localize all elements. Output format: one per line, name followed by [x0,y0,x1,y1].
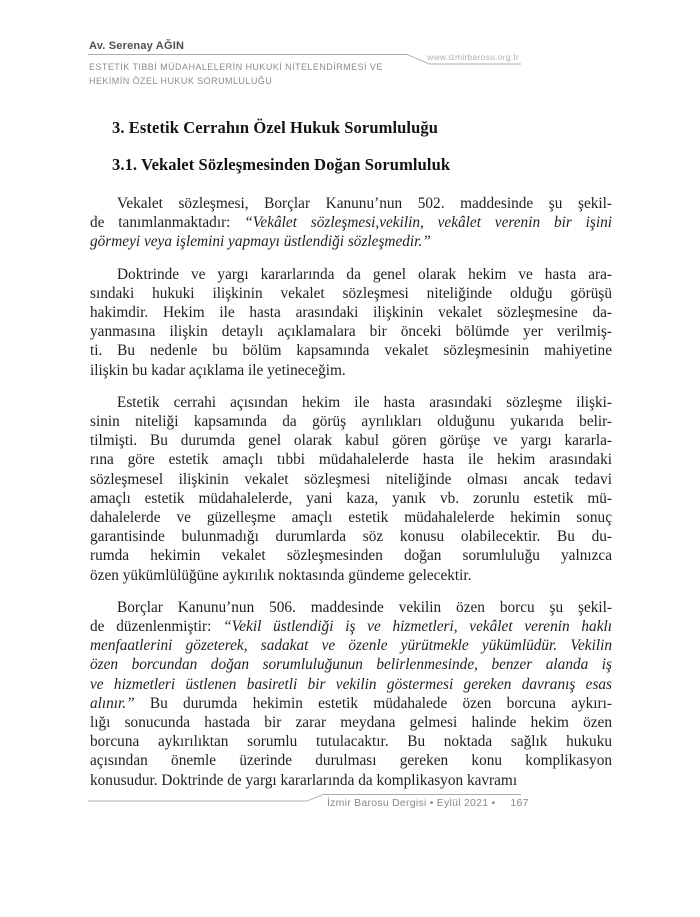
text-line: yanmasına ilişkin detaylı açıklamalara bir önceki bölümde yer verilmiş- [90,323,612,341]
text-line: garantisinde bulunmadığı durumlarda söz konusu olabilecektir. Bu du- [90,528,612,546]
running-title-line2: HEKİMİN ÖZEL HUKUK SORUMLULUĞU [89,76,273,86]
text-line: ti. Bu nedenle bu bölüm kapsamında vekalet sözleşmesinin mahiyetine [90,342,612,360]
text-line: sinin niteliği kapsamında da görüş ayrılıkları olduğunu yukarıda belir- [90,413,612,431]
page-number: 167 [510,797,529,809]
text-line: konusudur. Doktrinde de yargı kararlarında da komplikasyon kavramı [90,771,518,789]
paragraph [90,598,612,790]
running-title [89,60,383,88]
text-line: hakimdir. Hekim ile hasta arasındaki ilişkinin vekalet sözleşmesine da- [90,304,612,322]
running-title-line1: ESTETİK TIBBİ MÜDAHALELERİN HUKUKİ NİTELENDİRMESİ VE [89,62,383,72]
paragraphs [90,194,612,790]
text-line: Doktrinde ve yargı kararlarında da genel olarak hekim ve hasta ara- [117,265,612,283]
text-line: dahalelerde ve güzelleşme amaçlı estetik müdahalelerde hekimin sonuç [90,509,612,527]
body-content [90,118,612,790]
subsection-heading: 3.1. Vekalet Sözleşmesinden Doğan Sorumluluk [112,155,451,174]
website-url: www.izmirbarosu.org.tr [427,52,519,62]
author-name: Av. Serenay AĞIN [89,40,185,52]
page-footer [327,797,529,809]
text-line: ve hizmetleri üstlenen basiretli bir vekilin göstermesi gereken davranış esas [90,675,612,693]
text-line: sındaki hukuki ilişkinin vekalet sözleşmesi niteliğinde olduğu görüşü [90,284,612,302]
text-line: özen yükümlülüğüne aykırılık noktasında gündeme gelecektir. [90,566,472,584]
text-line: amaçlı estetik müdahalelerde, yani kaza, yanık vb. zorunlu estetik mü- [90,489,612,507]
text-line: ilişkin bu kadar açıklama ile yetineceğim. [90,361,346,379]
text-line: Estetik cerrahi açısından hekim ile hasta arasındaki sözleşme ilişki- [117,393,612,411]
text-line: de düzenlenmiştir: “Vekil üstlendiği iş ve hizmetleri, vekâlet verenin haklı [90,618,612,636]
paragraph [90,265,612,380]
text-line: tilmişti. Bu durumda genel olarak kabul gören görüşe ve yargı kararla- [90,432,612,450]
paragraph [90,393,612,585]
text-line: Vekalet sözleşmesi, Borçlar Kanunu’nun 502. maddesinde şu şekil- [117,195,612,212]
journal-name: İzmir Barosu Dergisi • Eylül 2021 • [327,797,496,809]
text-line: lığı sonucunda hastada bir zarar meydana gelmesi halinde hekim özen [90,714,612,732]
text-line: de tanımlanmaktadır: “Vekâlet sözleşmesi,vekilin, vekâlet verenin bir işini [90,214,612,232]
section-heading: 3. Estetik Cerrahın Özel Hukuk Sorumluluğu [112,118,438,137]
text-line: açısından önemle üzerinde durulması gereken konu komplikasyon [90,752,612,770]
text-line: menfaatlerini gözeterek, sadakat ve özenle yürütmekle yükümlüdür. Vekilin [90,637,612,655]
text-line: görmeyi veya işlemini yapmayı üstlendiği sözleşmedir.” [90,233,431,251]
text-line: rına göre estetik amaçlı tıbbi müdahalelerde hasta ile hekim arasındaki [90,451,612,469]
text-line: Borçlar Kanunu’nun 506. maddesinde vekilin özen borcu şu şekil- [117,598,612,616]
text-line: borcuna aykırılıktan sorumlu tutulacaktır. Bu noktada sağlık hukuku [90,733,612,751]
text-line: alınır.” Bu durumda hekimin estetik müdahalede özen borcuna aykırı- [90,694,612,712]
text-line: özen borcundan doğan sorumluluğunun belirlenmesinde, benzer alanda iş [90,656,612,674]
text-line: sözleşmesel ilişkinin vekalet sözleşmesi niteliğinde olması ancak tedavi [90,470,612,488]
paragraph [90,194,612,252]
text-line: rumda hekimin vekalet sözleşmesinden doğan sorumluluğu yalnızca [90,547,612,565]
